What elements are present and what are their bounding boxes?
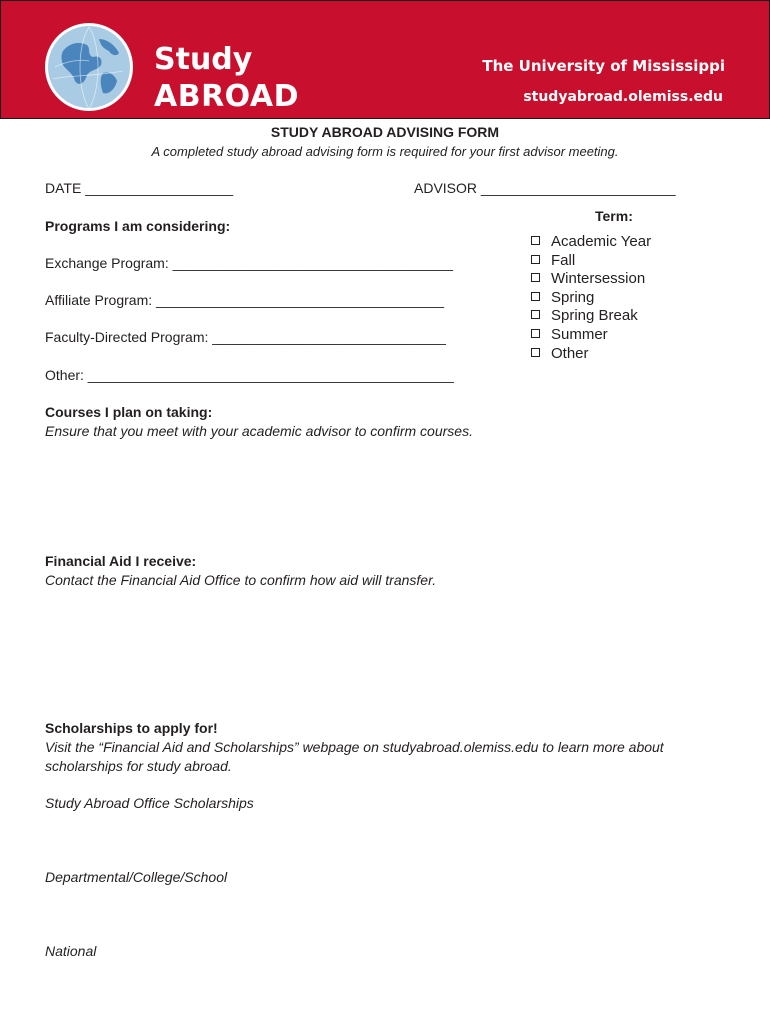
- term-checkbox-list: [531, 233, 651, 363]
- courses-heading: Courses I plan on taking:: [45, 404, 213, 420]
- national-scholarships-label: National: [45, 943, 97, 959]
- checkbox-icon[interactable]: [531, 273, 540, 282]
- financial-aid-heading: Financial Aid I receive:: [45, 553, 197, 569]
- checkbox-icon[interactable]: [531, 310, 540, 319]
- term-option-spring-break[interactable]: Spring Break: [531, 307, 651, 326]
- exchange-program-field[interactable]: Exchange Program: ____________________________________: [45, 255, 453, 271]
- form-subtitle: A completed study abroad advising form is required for your first advisor meeting.: [151, 144, 619, 159]
- other-program-field[interactable]: Other: _______________________________________________: [45, 367, 454, 383]
- affiliate-program-field[interactable]: Affiliate Program: _____________________________________: [45, 292, 445, 308]
- term-option-spring[interactable]: Spring: [531, 289, 651, 308]
- financial-aid-note: Contact the Financial Aid Office to confirm how aid will transfer.: [45, 572, 437, 588]
- logo-abroad-text: ABROAD: [154, 79, 300, 114]
- scholarships-note-line1: Visit the “Financial Aid and Scholarships” webpage on studyabroad.olemiss.edu to learn more about: [45, 739, 664, 755]
- checkbox-icon[interactable]: [531, 236, 540, 245]
- programs-heading: Programs I am considering:: [45, 218, 231, 234]
- term-heading: Term:: [595, 208, 633, 224]
- scholarships-note-line2: scholarships for study abroad.: [45, 758, 232, 774]
- logo-study-text: Study: [154, 42, 253, 77]
- term-option-wintersession[interactable]: Wintersession: [531, 270, 651, 289]
- term-option-fall[interactable]: Fall: [531, 252, 651, 271]
- checkbox-icon[interactable]: [531, 348, 540, 357]
- form-title: STUDY ABROAD ADVISING FORM: [270, 124, 500, 140]
- departmental-scholarships-label: Departmental/College/School: [45, 869, 228, 885]
- website-url: studyabroad.olemiss.edu: [523, 89, 723, 105]
- checkbox-icon[interactable]: [531, 329, 540, 338]
- term-option-academic-year[interactable]: Academic Year: [531, 233, 651, 252]
- date-field[interactable]: DATE ___________________: [45, 180, 234, 196]
- study-abroad-office-scholarships-label: Study Abroad Office Scholarships: [45, 795, 254, 811]
- term-option-other[interactable]: Other: [531, 345, 651, 364]
- scholarships-heading: Scholarships to apply for!: [45, 720, 218, 736]
- university-name: The University of Mississippi: [482, 57, 725, 75]
- header-banner: [0, 0, 770, 119]
- checkbox-icon[interactable]: [531, 292, 540, 301]
- term-option-summer[interactable]: Summer: [531, 326, 651, 345]
- advisor-field[interactable]: ADVISOR _________________________: [414, 180, 676, 196]
- financial-aid-answer-area[interactable]: [45, 593, 725, 708]
- courses-note: Ensure that you meet with your academic advisor to confirm courses.: [45, 423, 473, 439]
- checkbox-icon[interactable]: [531, 255, 540, 264]
- courses-answer-area[interactable]: [45, 444, 725, 544]
- faculty-directed-program-field[interactable]: Faculty-Directed Program: ______________________________: [45, 329, 446, 345]
- globe-icon: [43, 21, 135, 113]
